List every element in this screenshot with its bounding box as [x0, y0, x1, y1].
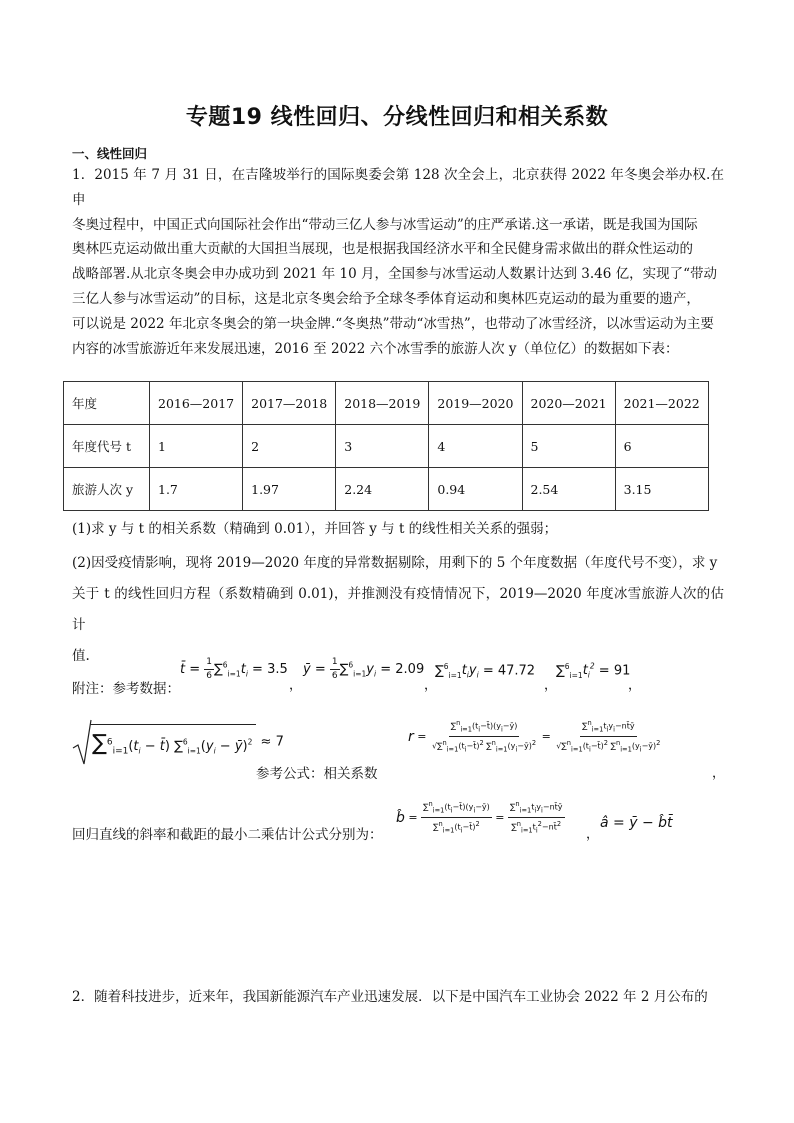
intro-line: 1．2015 年 7 月 31 日，在吉隆坡举行的国际奥委会第 128 次全会上，北京获得 2022 年冬奥会举办权.在申 — [72, 167, 724, 208]
data-table — [63, 381, 709, 511]
table-row — [64, 425, 709, 468]
ref-data-label: 附注：参考数据： — [72, 681, 180, 697]
comma: ， — [712, 766, 726, 781]
table-row-label: 年度代号 t — [64, 425, 150, 468]
table-cell: 2.54 — [522, 468, 615, 511]
section-heading: 一、线性回归 — [72, 146, 148, 161]
table-cell: 2018—2019 — [336, 382, 429, 425]
value-sum-t2: 91 — [613, 663, 631, 679]
problem-1-intro — [72, 163, 724, 361]
table-cell: 2 — [243, 425, 336, 468]
question-2-line: 值. — [72, 648, 90, 664]
question-2 — [72, 548, 724, 672]
formula-intercept: â = ȳ − b̂t̄ — [600, 815, 673, 831]
ref-formula-label: 参考公式：相关系数 — [256, 766, 378, 782]
value-sum-ty: 47.72 — [497, 663, 536, 679]
intro-line: 可以说是 2022 年北京冬奥会的第一块金牌.“冬奥热”带动“冰雪热”，也带动了冰雪经济，以冰雪运动为主要 — [72, 315, 714, 332]
page-title: 专题19 线性回归、分线性回归和相关系数 — [185, 105, 609, 130]
table-cell: 2020—2021 — [522, 382, 615, 425]
value-y-bar: 2.09 — [395, 662, 425, 677]
comma: ， — [586, 827, 600, 842]
table-cell: 1.7 — [150, 468, 243, 511]
formula-t-bar: t̄ = $\frac{1}{6}$ $\sum^6_{i=1}t_i = 3.5$ — [180, 657, 288, 681]
question-1: (1)求 y 与 t 的相关系数（精确到 0.01），并回答 y 与 t 的线性相关关系的强弱； — [72, 521, 558, 537]
table-cell: 1.97 — [243, 468, 336, 511]
table-cell: 3 — [336, 425, 429, 468]
table-cell: 2017—2018 — [243, 382, 336, 425]
intro-line: 冬奥过程中，中国正式向国际社会作出“带动三亿人参与冰雪运动”的庄严承诺.这一承诺，既是我国为国际 — [72, 216, 698, 233]
formula-sum-ty: $\sum^6_{i=1}t_iy_i = 47.72$ — [435, 662, 536, 680]
question-2-line: (2)因受疫情影响，现将 2019—2020 年度的异常数据剔除，用剩下的 5 个年度数据（年度代号不变），求 y — [72, 555, 718, 571]
table-cell: 4 — [429, 425, 522, 468]
formula-sqrt-product: $\sum^6_{i=1}(t_i$ − t̄) $\sum^6_{i=1}(y_i$ − ȳ)$^2$ ≈ 7 — [72, 718, 284, 766]
value-sqrt-product: 7 — [275, 734, 284, 750]
table-row-label: 年度 — [64, 382, 150, 425]
table-row — [64, 382, 709, 425]
intro-line: 三亿人参与冰雪运动”的目标，这是北京冬奥会给予全球冬季体育运动和奥林匹克运动的最为重要的遗产， — [72, 290, 700, 307]
table-cell: 2016—2017 — [150, 382, 243, 425]
table-cell: 6 — [615, 425, 708, 468]
value-t-bar: 3.5 — [267, 662, 288, 677]
comma: ， — [544, 678, 558, 693]
formula-sum-t2: $\sum^6_{i=1}t_i^2 = 91$ — [556, 662, 631, 680]
formula-correlation: r = $\frac{\sum^n_{i=1}(t_i-t̄)(y_i-ȳ)}{√\sum^n_{i=1}(t_i-t̄)^2 \sum^n_{i=1}(y_i-ȳ)^2}$ = $\frac{\sum^n_{i=1}t_iy_i-nt̄ȳ}{√\sum^n_{i=1}(t_i-t̄)^2 \sum^n_{i=1}(y_i-ȳ)^2}$ — [408, 719, 661, 754]
table-cell: 2019—2020 — [429, 382, 522, 425]
problem-2-start: 2．随着科技进步，近来年，我国新能源汽车产业迅速发展．以下是中国汽车工业协会 2022 年 2 月公布的 — [72, 989, 708, 1005]
question-2-line: 关于 t 的线性回归方程（系数精确到 0.01)，并推测没有疫情情况下，2019—2020 年度冰雪旅游人次的估计 — [72, 586, 724, 633]
comma: ， — [424, 678, 438, 693]
table-cell: 5 — [522, 425, 615, 468]
table-cell: 1 — [150, 425, 243, 468]
intro-line: 奥林匹克运动做出重大贡献的大国担当展现，也是根据我国经济水平和全民健身需求做出的群众性运动的 — [72, 241, 693, 258]
formula-y-bar: ȳ = $\frac{1}{6}$ $\sum^6_{i=1}y_i = 2.09$ — [303, 657, 425, 681]
table-cell: 3.15 — [615, 468, 708, 511]
formula-slope: b̂ = $\frac{\sum^n_{i=1}(t_i-t̄)(y_i-ȳ)}{\sum^n_{i=1}(t_i-t̄)^2}$ = $\frac{\sum^n_{i=1}t_iy_i-nt̄ȳ}{\sum^n_{i=1}t_i^2-nt̄^2}$ — [396, 800, 563, 835]
table-cell: 2021—2022 — [615, 382, 708, 425]
intro-line: 内容的冰雪旅游近年来发展迅速，2016 至 2022 六个冰雪季的旅游人次 y（单位亿）的数据如下表： — [72, 340, 679, 357]
sqrt-sign-icon — [72, 718, 92, 766]
table-row-label: 旅游人次 y — [64, 468, 150, 511]
table-row — [64, 468, 709, 511]
table-cell: 0.94 — [429, 468, 522, 511]
comma: ， — [628, 678, 642, 693]
intro-line: 战略部署.从北京冬奥会申办成功到 2021 年 10 月，全国参与冰雪运动人数累计达到 3.46 亿，实现了“带动 — [72, 266, 718, 283]
regression-label: 回归直线的斜率和截距的最小二乘估计公式分别为： — [72, 827, 383, 843]
table-cell: 2.24 — [336, 468, 429, 511]
comma: ， — [289, 678, 303, 693]
